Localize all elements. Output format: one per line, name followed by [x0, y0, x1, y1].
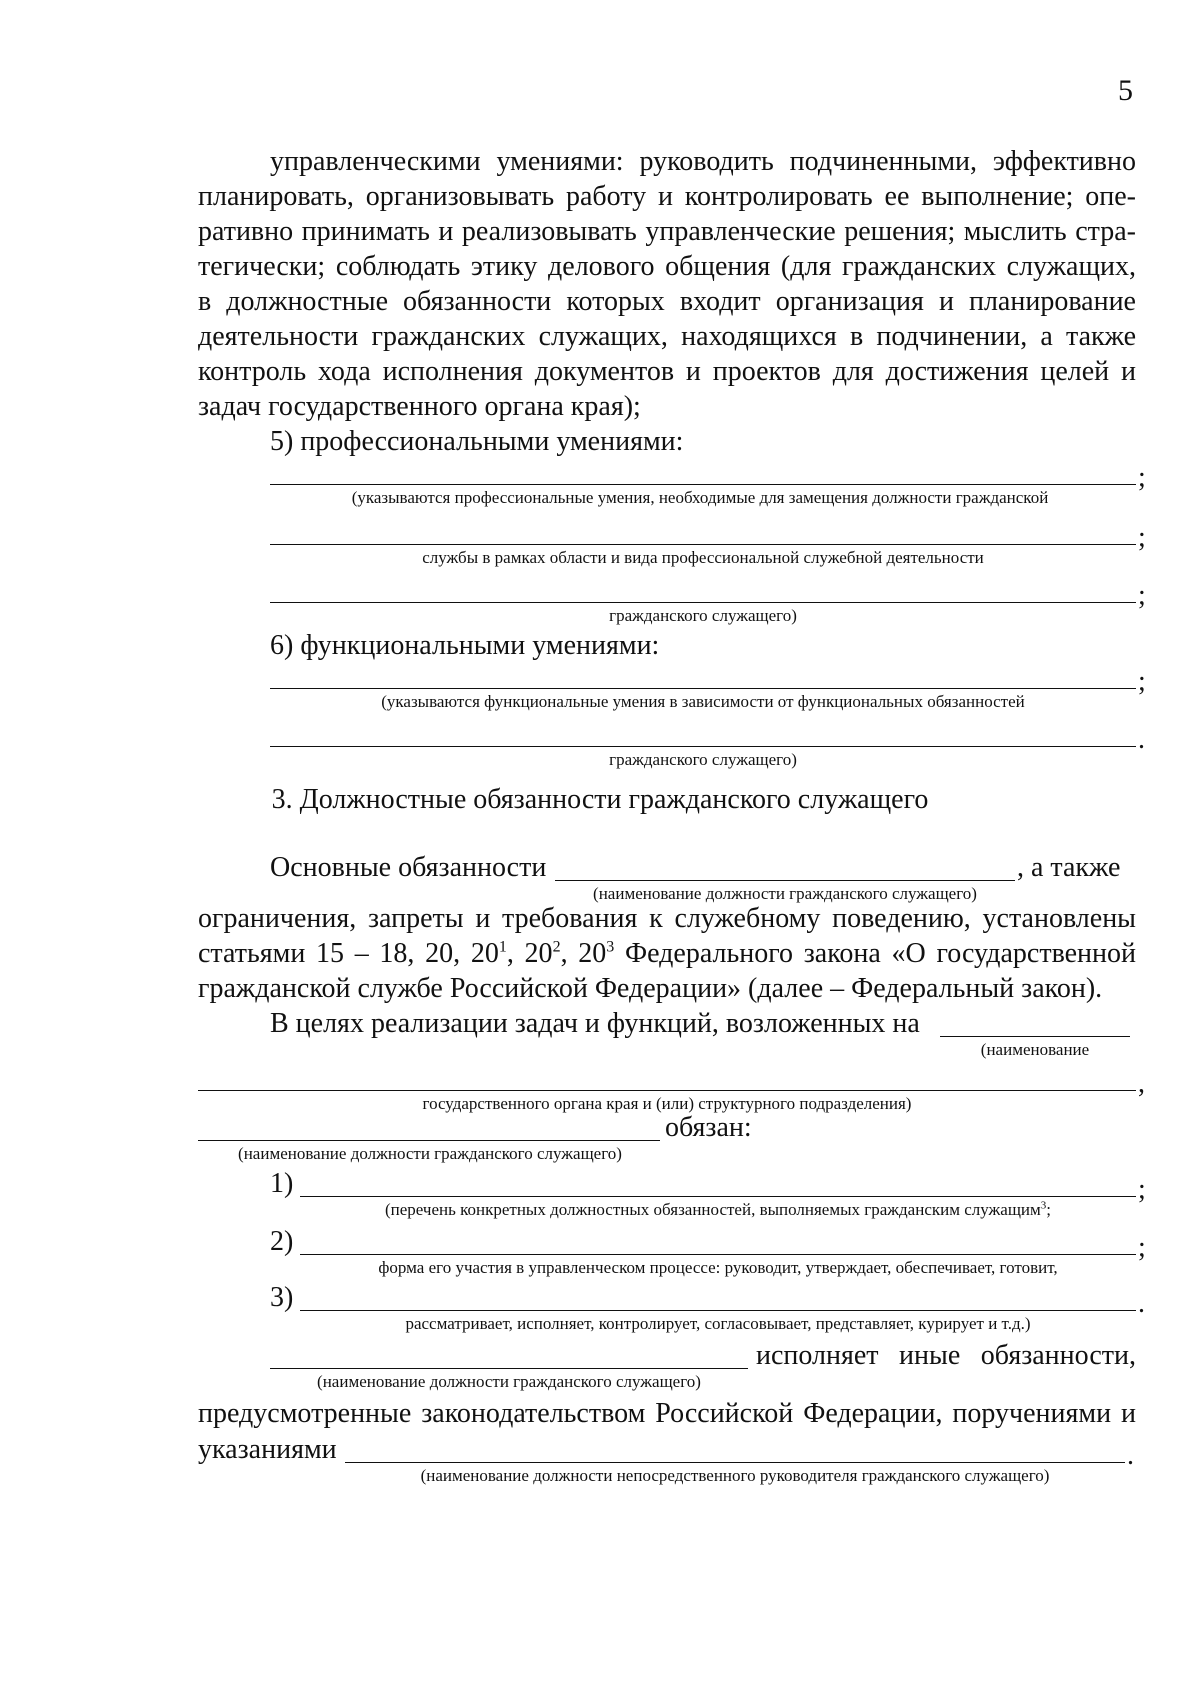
- item5-caption-1: (указываются профессиональные умения, необходимые для замещения должности гражданской: [351, 488, 1049, 507]
- duty-2-caption: форма его участия в управленческом процессе: руководит, утверждает, обеспечивает, готовит,: [378, 1258, 1058, 1277]
- duty-2-semicolon: ;: [1138, 1232, 1146, 1263]
- item5-semicolon-2: ;: [1138, 522, 1146, 553]
- item5-fill-line-2: [270, 544, 1136, 545]
- duty-1-caption-text: (перечень конкретных должностных обязанностей, выполняемых гражданским служащим: [384, 1200, 1041, 1219]
- organ-comma: ,: [1138, 1068, 1145, 1099]
- para1-line-7: контроль хода исполнения документов и проектов для достижения целей и: [198, 356, 1136, 387]
- duties-caption: (наименование должности гражданского служащего): [593, 884, 977, 903]
- goals-caption-a: (наименование: [980, 1040, 1090, 1059]
- para1-line-4: тегически; соблюдать этику делового общения (для гражданских служащих,: [198, 251, 1136, 282]
- item6-title: 6) функциональными умениями:: [270, 630, 660, 661]
- other-caption: (наименование должности гражданского служащего): [317, 1372, 701, 1391]
- law-line-2-a: статьями 15 – 18, 20, 20: [198, 938, 499, 969]
- item6-period: .: [1138, 724, 1145, 755]
- law-line-2-c: , 20: [560, 938, 607, 969]
- duty-1-caption-end: ;: [1046, 1200, 1052, 1219]
- duty-2-number: 2): [270, 1226, 294, 1257]
- para1-line-2: планировать, организовывать работу и контролировать ее выполнение; опе-: [198, 181, 1136, 212]
- duty-3-period: .: [1138, 1288, 1145, 1319]
- duty-1-semicolon: ;: [1138, 1174, 1146, 1205]
- obliged-caption: (наименование должности гражданского служащего): [238, 1144, 622, 1163]
- duty-1-caption: [300, 1200, 1136, 1220]
- duty-1-fill-line: [300, 1196, 1136, 1197]
- para1-line-3: ративно принимать и реализовывать управленческие решения; мыслить стра-: [198, 216, 1136, 247]
- duties-lead: Основные обязанности: [270, 852, 547, 883]
- para1-line-6: деятельности гражданских служащих, находящихся в подчинении, а также: [198, 321, 1136, 352]
- item5-title: 5) профессиональными умениями:: [270, 426, 684, 457]
- item5-fill-line-1: [270, 484, 1136, 485]
- item6-fill-line-1: [270, 688, 1136, 689]
- para1-line-1: управленческими умениями: руководить подчиненными, эффективно: [270, 146, 1136, 177]
- law-sup-2: 2: [552, 938, 561, 956]
- final-line-2: указаниями: [198, 1434, 337, 1465]
- final-period: .: [1127, 1440, 1134, 1471]
- obliged-text: обязан:: [665, 1112, 752, 1143]
- section-3-heading: 3. Должностные обязанности гражданского служащего: [271, 784, 929, 815]
- law-line-2-b: , 20: [506, 938, 553, 969]
- final-line-1: предусмотренные законодательством Российской Федерации, поручениями и: [198, 1398, 1136, 1429]
- law-line-2-d: Федерального закона «О государственной: [614, 938, 1137, 969]
- other-position-line: [270, 1368, 748, 1369]
- duty-3-fill-line: [300, 1310, 1136, 1311]
- duty-1-number: 1): [270, 1168, 294, 1199]
- final-caption: (наименование должности непосредственного руководителя гражданского служащего): [420, 1466, 1050, 1485]
- item5-semicolon-1: ;: [1138, 462, 1146, 493]
- obliged-position-line: [198, 1140, 660, 1141]
- item6-caption-2: гражданского служащего): [609, 750, 797, 769]
- law-line-1: ограничения, запреты и требования к служебному поведению, установлены: [198, 903, 1136, 934]
- duty-1-caption-sup: 3: [1040, 1199, 1047, 1212]
- item6-caption-1: (указываются функциональные умения в зависимости от функциональных обязанностей: [381, 692, 1025, 711]
- item5-semicolon-3: ;: [1138, 580, 1146, 611]
- supervisor-fill-line: [345, 1462, 1125, 1463]
- duties-position-line: [555, 880, 1015, 881]
- other-duties-text: исполняет иные обязанности,: [756, 1340, 1136, 1371]
- item5-fill-line-3: [270, 602, 1136, 603]
- duties-tail: , а также: [1017, 852, 1121, 883]
- law-sup-1: 1: [498, 938, 507, 956]
- duty-2-fill-line: [300, 1254, 1136, 1255]
- item5-caption-2: службы в рамках области и вида профессиональной служебной деятельности: [422, 548, 984, 567]
- law-line-2: [198, 938, 1136, 970]
- duty-3-number: 3): [270, 1282, 294, 1313]
- item6-fill-line-2: [270, 746, 1136, 747]
- organ-fill-line: [198, 1090, 1136, 1091]
- law-sup-3: 3: [606, 938, 615, 956]
- duty-3-caption: рассматривает, исполняет, контролирует, согласовывает, представляет, курирует и т.д.): [405, 1314, 1031, 1333]
- para1-line-5: в должностные обязанности которых входит организация и планирование: [198, 286, 1136, 317]
- item6-semicolon: ;: [1138, 666, 1146, 697]
- goals-caption-b: государственного органа края и (или) структурного подразделения): [422, 1094, 912, 1113]
- goals-line: В целях реализации задач и функций, возложенных на: [270, 1008, 920, 1039]
- law-line-3: гражданской службе Российской Федерации» (далее – Федеральный закон).: [198, 973, 1103, 1004]
- goals-fill-line: [940, 1036, 1130, 1037]
- page-number: 5: [1118, 74, 1133, 107]
- para1-line-8: задач государственного органа края);: [198, 391, 641, 422]
- item5-caption-3: гражданского служащего): [609, 606, 797, 625]
